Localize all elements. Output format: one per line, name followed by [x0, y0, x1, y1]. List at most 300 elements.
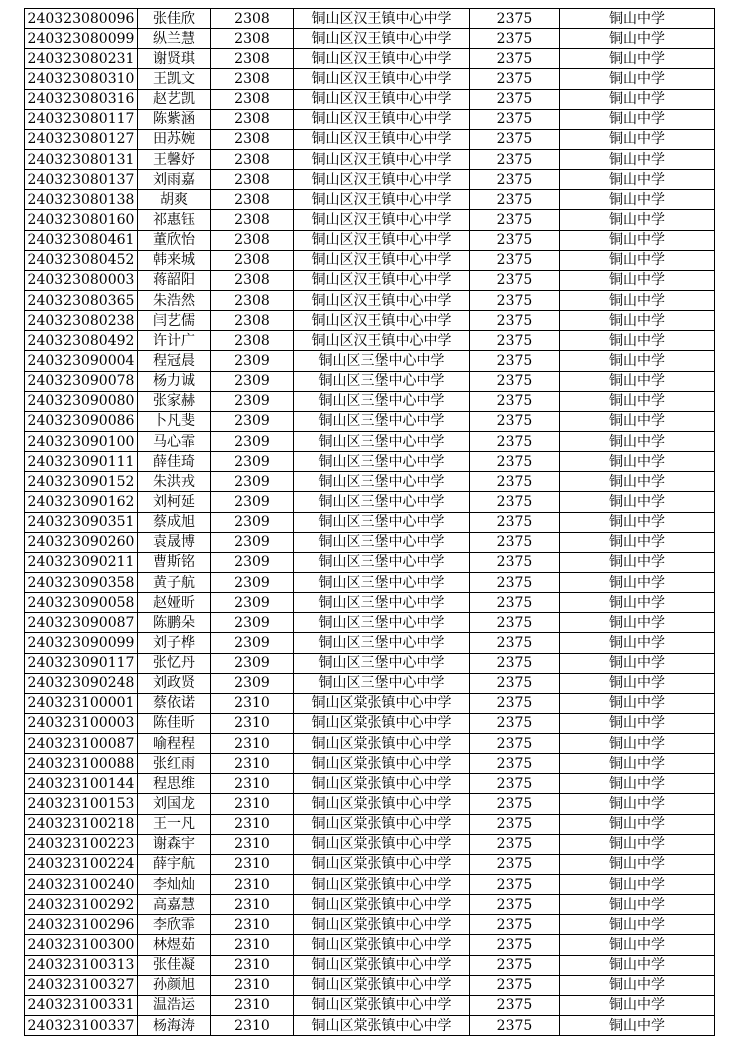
high-school-cell: 铜山中学	[560, 995, 715, 1015]
student-id-cell: 240323090111	[25, 452, 138, 472]
student-name-cell: 赵娅昕	[138, 593, 211, 613]
table-row	[25, 814, 715, 834]
table-row	[25, 1016, 715, 1036]
school-code-cell: 2309	[211, 673, 294, 693]
score-cell: 2375	[470, 613, 560, 633]
school-code-cell: 2310	[211, 794, 294, 814]
student-id-cell: 240323100223	[25, 834, 138, 854]
table-row	[25, 311, 715, 331]
junior-school-cell: 铜山区棠张镇中心中学	[294, 955, 470, 975]
student-id-cell: 240323100313	[25, 955, 138, 975]
junior-school-cell: 铜山区三堡中心中学	[294, 552, 470, 572]
student-id-cell: 240323090162	[25, 492, 138, 512]
junior-school-cell: 铜山区汉王镇中心中学	[294, 9, 470, 29]
table-row	[25, 210, 715, 230]
table-row	[25, 89, 715, 109]
score-cell: 2375	[470, 492, 560, 512]
student-id-cell: 240323090152	[25, 472, 138, 492]
table-row	[25, 794, 715, 814]
student-id-cell: 240323090004	[25, 351, 138, 371]
student-name-cell: 张佳凝	[138, 955, 211, 975]
high-school-cell: 铜山中学	[560, 492, 715, 512]
junior-school-cell: 铜山区棠张镇中心中学	[294, 875, 470, 895]
school-code-cell: 2310	[211, 995, 294, 1015]
student-name-cell: 孙颜旭	[138, 975, 211, 995]
student-id-cell: 240323080160	[25, 210, 138, 230]
school-code-cell: 2308	[211, 9, 294, 29]
junior-school-cell: 铜山区三堡中心中学	[294, 351, 470, 371]
table-row	[25, 109, 715, 129]
junior-school-cell: 铜山区棠张镇中心中学	[294, 1016, 470, 1036]
junior-school-cell: 铜山区三堡中心中学	[294, 411, 470, 431]
junior-school-cell: 铜山区棠张镇中心中学	[294, 935, 470, 955]
student-name-cell: 谢森宇	[138, 834, 211, 854]
high-school-cell: 铜山中学	[560, 895, 715, 915]
student-name-cell: 朱浩然	[138, 290, 211, 310]
junior-school-cell: 铜山区汉王镇中心中学	[294, 109, 470, 129]
school-code-cell: 2308	[211, 230, 294, 250]
school-code-cell: 2310	[211, 814, 294, 834]
student-name-cell: 杨力诚	[138, 371, 211, 391]
high-school-cell: 铜山中学	[560, 673, 715, 693]
table-row	[25, 915, 715, 935]
table-row	[25, 653, 715, 673]
score-cell: 2375	[470, 693, 560, 713]
high-school-cell: 铜山中学	[560, 1016, 715, 1036]
school-code-cell: 2310	[211, 955, 294, 975]
student-name-cell: 陈紫涵	[138, 109, 211, 129]
high-school-cell: 铜山中学	[560, 351, 715, 371]
junior-school-cell: 铜山区汉王镇中心中学	[294, 210, 470, 230]
high-school-cell: 铜山中学	[560, 129, 715, 149]
high-school-cell: 铜山中学	[560, 89, 715, 109]
student-id-cell: 240323080492	[25, 331, 138, 351]
student-id-cell: 240323080365	[25, 290, 138, 310]
high-school-cell: 铜山中学	[560, 572, 715, 592]
school-code-cell: 2308	[211, 49, 294, 69]
high-school-cell: 铜山中学	[560, 331, 715, 351]
table-row	[25, 512, 715, 532]
student-id-cell: 240323100218	[25, 814, 138, 834]
school-code-cell: 2308	[211, 149, 294, 169]
student-id-cell: 240323080131	[25, 149, 138, 169]
student-id-cell: 240323080096	[25, 9, 138, 29]
admission-list-table	[24, 8, 715, 1036]
student-id-cell: 240323100153	[25, 794, 138, 814]
student-name-cell: 陈佳昕	[138, 713, 211, 733]
student-id-cell: 240323100088	[25, 754, 138, 774]
table-row	[25, 734, 715, 754]
student-id-cell: 240323090078	[25, 371, 138, 391]
table-row	[25, 552, 715, 572]
student-name-cell: 程思维	[138, 774, 211, 794]
student-name-cell: 陈鹏朵	[138, 613, 211, 633]
student-name-cell: 韩来城	[138, 250, 211, 270]
score-cell: 2375	[470, 49, 560, 69]
student-id-cell: 240323100087	[25, 734, 138, 754]
student-id-cell: 240323090058	[25, 593, 138, 613]
table-row	[25, 613, 715, 633]
score-cell: 2375	[470, 512, 560, 532]
student-id-cell: 240323090211	[25, 552, 138, 572]
table-row	[25, 532, 715, 552]
table-row	[25, 29, 715, 49]
junior-school-cell: 铜山区汉王镇中心中学	[294, 49, 470, 69]
table-row	[25, 975, 715, 995]
student-id-cell: 240323090100	[25, 431, 138, 451]
junior-school-cell: 铜山区汉王镇中心中学	[294, 149, 470, 169]
junior-school-cell: 铜山区棠张镇中心中学	[294, 915, 470, 935]
school-code-cell: 2309	[211, 452, 294, 472]
student-id-cell: 240323100292	[25, 895, 138, 915]
student-name-cell: 闫艺儒	[138, 311, 211, 331]
table-row	[25, 149, 715, 169]
high-school-cell: 铜山中学	[560, 814, 715, 834]
high-school-cell: 铜山中学	[560, 713, 715, 733]
school-code-cell: 2308	[211, 190, 294, 210]
high-school-cell: 铜山中学	[560, 270, 715, 290]
table-body	[25, 9, 715, 1036]
high-school-cell: 铜山中学	[560, 915, 715, 935]
school-code-cell: 2309	[211, 411, 294, 431]
high-school-cell: 铜山中学	[560, 411, 715, 431]
high-school-cell: 铜山中学	[560, 593, 715, 613]
score-cell: 2375	[470, 270, 560, 290]
student-id-cell: 240323100144	[25, 774, 138, 794]
high-school-cell: 铜山中学	[560, 250, 715, 270]
table-row	[25, 331, 715, 351]
school-code-cell: 2308	[211, 270, 294, 290]
junior-school-cell: 铜山区棠张镇中心中学	[294, 895, 470, 915]
school-code-cell: 2308	[211, 29, 294, 49]
student-id-cell: 240323080117	[25, 109, 138, 129]
score-cell: 2375	[470, 532, 560, 552]
junior-school-cell: 铜山区汉王镇中心中学	[294, 89, 470, 109]
table-row	[25, 713, 715, 733]
score-cell: 2375	[470, 9, 560, 29]
high-school-cell: 铜山中学	[560, 975, 715, 995]
high-school-cell: 铜山中学	[560, 734, 715, 754]
student-id-cell: 240323080316	[25, 89, 138, 109]
student-name-cell: 李灿灿	[138, 875, 211, 895]
score-cell: 2375	[470, 69, 560, 89]
school-code-cell: 2308	[211, 290, 294, 310]
score-cell: 2375	[470, 572, 560, 592]
school-code-cell: 2309	[211, 391, 294, 411]
school-code-cell: 2309	[211, 633, 294, 653]
student-name-cell: 蔡依诺	[138, 693, 211, 713]
student-id-cell: 240323100337	[25, 1016, 138, 1036]
table-row	[25, 854, 715, 874]
high-school-cell: 铜山中学	[560, 109, 715, 129]
table-row	[25, 129, 715, 149]
junior-school-cell: 铜山区棠张镇中心中学	[294, 794, 470, 814]
score-cell: 2375	[470, 955, 560, 975]
student-name-cell: 马心霏	[138, 431, 211, 451]
student-id-cell: 240323100003	[25, 713, 138, 733]
school-code-cell: 2310	[211, 713, 294, 733]
high-school-cell: 铜山中学	[560, 69, 715, 89]
junior-school-cell: 铜山区棠张镇中心中学	[294, 814, 470, 834]
junior-school-cell: 铜山区汉王镇中心中学	[294, 290, 470, 310]
score-cell: 2375	[470, 431, 560, 451]
student-id-cell: 240323100296	[25, 915, 138, 935]
school-code-cell: 2308	[211, 210, 294, 230]
table-row	[25, 391, 715, 411]
score-cell: 2375	[470, 713, 560, 733]
score-cell: 2375	[470, 552, 560, 572]
score-cell: 2375	[470, 109, 560, 129]
junior-school-cell: 铜山区汉王镇中心中学	[294, 250, 470, 270]
student-name-cell: 袁晟博	[138, 532, 211, 552]
score-cell: 2375	[470, 210, 560, 230]
table-row	[25, 170, 715, 190]
student-id-cell: 240323090087	[25, 613, 138, 633]
student-name-cell: 杨海涛	[138, 1016, 211, 1036]
score-cell: 2375	[470, 895, 560, 915]
student-name-cell: 喻程程	[138, 734, 211, 754]
student-id-cell: 240323100224	[25, 854, 138, 874]
score-cell: 2375	[470, 170, 560, 190]
high-school-cell: 铜山中学	[560, 290, 715, 310]
student-name-cell: 田苏婉	[138, 129, 211, 149]
school-code-cell: 2308	[211, 331, 294, 351]
table-row	[25, 270, 715, 290]
high-school-cell: 铜山中学	[560, 834, 715, 854]
student-name-cell: 刘柯延	[138, 492, 211, 512]
student-name-cell: 刘政贤	[138, 673, 211, 693]
table-row	[25, 875, 715, 895]
score-cell: 2375	[470, 875, 560, 895]
high-school-cell: 铜山中学	[560, 49, 715, 69]
high-school-cell: 铜山中学	[560, 613, 715, 633]
junior-school-cell: 铜山区棠张镇中心中学	[294, 693, 470, 713]
high-school-cell: 铜山中学	[560, 653, 715, 673]
high-school-cell: 铜山中学	[560, 794, 715, 814]
school-code-cell: 2310	[211, 734, 294, 754]
score-cell: 2375	[470, 794, 560, 814]
school-code-cell: 2308	[211, 170, 294, 190]
high-school-cell: 铜山中学	[560, 391, 715, 411]
high-school-cell: 铜山中学	[560, 311, 715, 331]
score-cell: 2375	[470, 452, 560, 472]
student-name-cell: 林煜茹	[138, 935, 211, 955]
student-name-cell: 王馨妤	[138, 149, 211, 169]
school-code-cell: 2308	[211, 69, 294, 89]
junior-school-cell: 铜山区棠张镇中心中学	[294, 713, 470, 733]
student-name-cell: 薛佳琦	[138, 452, 211, 472]
school-code-cell: 2310	[211, 875, 294, 895]
high-school-cell: 铜山中学	[560, 371, 715, 391]
student-name-cell: 程冠晨	[138, 351, 211, 371]
student-name-cell: 许计广	[138, 331, 211, 351]
high-school-cell: 铜山中学	[560, 552, 715, 572]
junior-school-cell: 铜山区棠张镇中心中学	[294, 995, 470, 1015]
junior-school-cell: 铜山区棠张镇中心中学	[294, 854, 470, 874]
score-cell: 2375	[470, 472, 560, 492]
score-cell: 2375	[470, 351, 560, 371]
student-id-cell: 240323080127	[25, 129, 138, 149]
school-code-cell: 2310	[211, 975, 294, 995]
student-name-cell: 刘雨嘉	[138, 170, 211, 190]
student-name-cell: 曹斯铭	[138, 552, 211, 572]
school-code-cell: 2309	[211, 512, 294, 532]
school-code-cell: 2309	[211, 653, 294, 673]
student-id-cell: 240323090080	[25, 391, 138, 411]
student-name-cell: 纵兰慧	[138, 29, 211, 49]
high-school-cell: 铜山中学	[560, 230, 715, 250]
junior-school-cell: 铜山区三堡中心中学	[294, 492, 470, 512]
student-name-cell: 高嘉慧	[138, 895, 211, 915]
score-cell: 2375	[470, 1016, 560, 1036]
table-row	[25, 754, 715, 774]
student-name-cell: 黄子航	[138, 572, 211, 592]
high-school-cell: 铜山中学	[560, 170, 715, 190]
student-name-cell: 赵艺凯	[138, 89, 211, 109]
school-code-cell: 2309	[211, 593, 294, 613]
high-school-cell: 铜山中学	[560, 935, 715, 955]
score-cell: 2375	[470, 814, 560, 834]
table-row	[25, 935, 715, 955]
school-code-cell: 2309	[211, 552, 294, 572]
student-id-cell: 240323090358	[25, 572, 138, 592]
table-row	[25, 593, 715, 613]
table-row	[25, 995, 715, 1015]
high-school-cell: 铜山中学	[560, 210, 715, 230]
school-code-cell: 2308	[211, 129, 294, 149]
score-cell: 2375	[470, 290, 560, 310]
junior-school-cell: 铜山区汉王镇中心中学	[294, 270, 470, 290]
score-cell: 2375	[470, 230, 560, 250]
junior-school-cell: 铜山区汉王镇中心中学	[294, 69, 470, 89]
junior-school-cell: 铜山区棠张镇中心中学	[294, 774, 470, 794]
student-name-cell: 张佳欣	[138, 9, 211, 29]
student-name-cell: 温浩运	[138, 995, 211, 1015]
student-name-cell: 胡爽	[138, 190, 211, 210]
student-name-cell: 朱洪戎	[138, 472, 211, 492]
table-row	[25, 9, 715, 29]
student-id-cell: 240323080452	[25, 250, 138, 270]
junior-school-cell: 铜山区汉王镇中心中学	[294, 129, 470, 149]
student-name-cell: 王一凡	[138, 814, 211, 834]
score-cell: 2375	[470, 149, 560, 169]
high-school-cell: 铜山中学	[560, 693, 715, 713]
high-school-cell: 铜山中学	[560, 875, 715, 895]
table-row	[25, 69, 715, 89]
student-id-cell: 240323080099	[25, 29, 138, 49]
student-name-cell: 谢贤琪	[138, 49, 211, 69]
high-school-cell: 铜山中学	[560, 190, 715, 210]
student-name-cell: 董欣怡	[138, 230, 211, 250]
high-school-cell: 铜山中学	[560, 633, 715, 653]
school-code-cell: 2310	[211, 754, 294, 774]
high-school-cell: 铜山中学	[560, 431, 715, 451]
score-cell: 2375	[470, 311, 560, 331]
table-row	[25, 411, 715, 431]
student-id-cell: 240323090351	[25, 512, 138, 532]
junior-school-cell: 铜山区三堡中心中学	[294, 472, 470, 492]
junior-school-cell: 铜山区三堡中心中学	[294, 452, 470, 472]
junior-school-cell: 铜山区三堡中心中学	[294, 431, 470, 451]
junior-school-cell: 铜山区三堡中心中学	[294, 532, 470, 552]
score-cell: 2375	[470, 754, 560, 774]
score-cell: 2375	[470, 834, 560, 854]
junior-school-cell: 铜山区汉王镇中心中学	[294, 331, 470, 351]
table-row	[25, 351, 715, 371]
student-id-cell: 240323090117	[25, 653, 138, 673]
junior-school-cell: 铜山区棠张镇中心中学	[294, 754, 470, 774]
junior-school-cell: 铜山区三堡中心中学	[294, 653, 470, 673]
junior-school-cell: 铜山区汉王镇中心中学	[294, 190, 470, 210]
score-cell: 2375	[470, 995, 560, 1015]
school-code-cell: 2309	[211, 572, 294, 592]
student-id-cell: 240323080310	[25, 69, 138, 89]
school-code-cell: 2308	[211, 109, 294, 129]
table-row	[25, 190, 715, 210]
school-code-cell: 2309	[211, 492, 294, 512]
school-code-cell: 2309	[211, 371, 294, 391]
score-cell: 2375	[470, 411, 560, 431]
student-id-cell: 240323100001	[25, 693, 138, 713]
school-code-cell: 2310	[211, 935, 294, 955]
student-id-cell: 240323090260	[25, 532, 138, 552]
score-cell: 2375	[470, 391, 560, 411]
score-cell: 2375	[470, 653, 560, 673]
table-row	[25, 834, 715, 854]
student-name-cell: 刘国龙	[138, 794, 211, 814]
school-code-cell: 2308	[211, 250, 294, 270]
junior-school-cell: 铜山区三堡中心中学	[294, 593, 470, 613]
junior-school-cell: 铜山区汉王镇中心中学	[294, 170, 470, 190]
high-school-cell: 铜山中学	[560, 854, 715, 874]
junior-school-cell: 铜山区三堡中心中学	[294, 391, 470, 411]
student-id-cell: 240323080231	[25, 49, 138, 69]
student-name-cell: 祁惠钰	[138, 210, 211, 230]
junior-school-cell: 铜山区棠张镇中心中学	[294, 975, 470, 995]
student-id-cell: 240323100240	[25, 875, 138, 895]
table-row	[25, 230, 715, 250]
student-name-cell: 张红雨	[138, 754, 211, 774]
score-cell: 2375	[470, 975, 560, 995]
score-cell: 2375	[470, 774, 560, 794]
score-cell: 2375	[470, 371, 560, 391]
school-code-cell: 2308	[211, 311, 294, 331]
high-school-cell: 铜山中学	[560, 452, 715, 472]
high-school-cell: 铜山中学	[560, 9, 715, 29]
school-code-cell: 2309	[211, 431, 294, 451]
student-id-cell: 240323100331	[25, 995, 138, 1015]
table-row	[25, 955, 715, 975]
student-id-cell: 240323090086	[25, 411, 138, 431]
score-cell: 2375	[470, 593, 560, 613]
table-row	[25, 492, 715, 512]
junior-school-cell: 铜山区三堡中心中学	[294, 371, 470, 391]
student-id-cell: 240323080238	[25, 311, 138, 331]
student-id-cell: 240323100327	[25, 975, 138, 995]
school-code-cell: 2309	[211, 613, 294, 633]
student-id-cell: 240323080138	[25, 190, 138, 210]
school-code-cell: 2310	[211, 915, 294, 935]
score-cell: 2375	[470, 935, 560, 955]
student-id-cell: 240323100300	[25, 935, 138, 955]
high-school-cell: 铜山中学	[560, 29, 715, 49]
student-name-cell: 刘子桦	[138, 633, 211, 653]
table-row	[25, 895, 715, 915]
school-code-cell: 2310	[211, 693, 294, 713]
high-school-cell: 铜山中学	[560, 955, 715, 975]
school-code-cell: 2309	[211, 532, 294, 552]
student-name-cell: 王凯文	[138, 69, 211, 89]
